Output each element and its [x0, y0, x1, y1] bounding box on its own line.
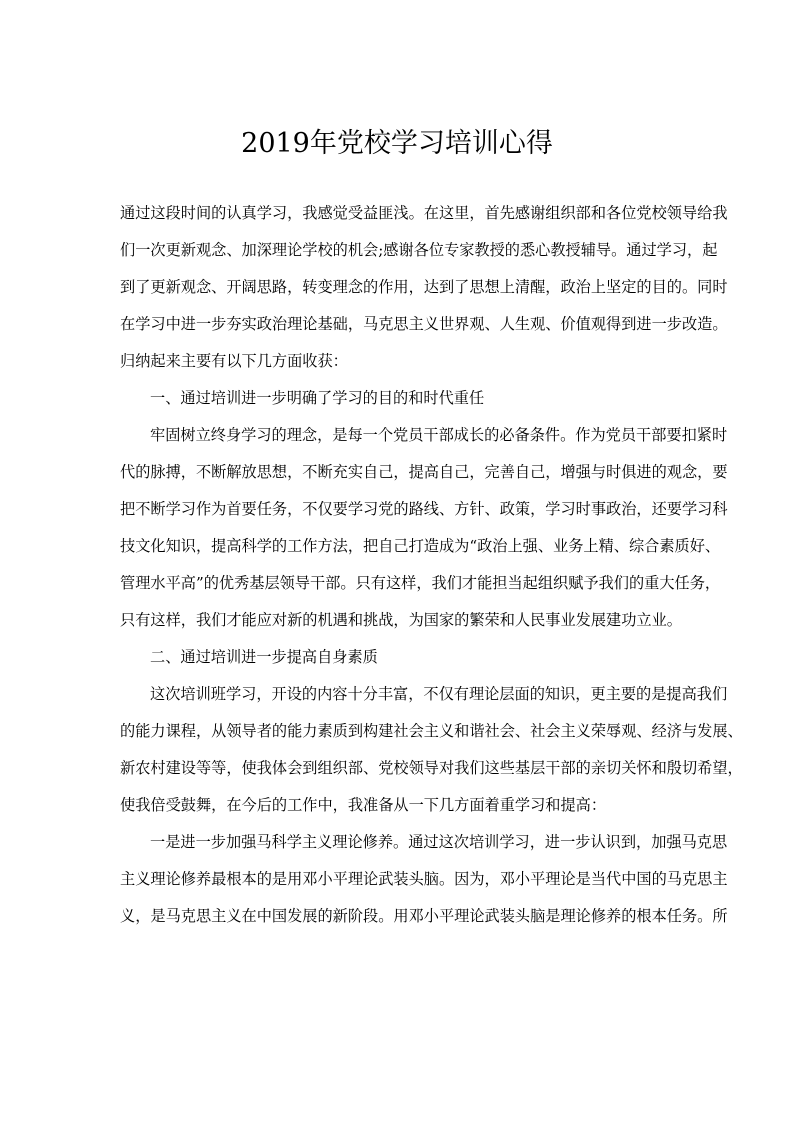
paragraph-line: 们一次更新观念、加深理论学校的机会;感谢各位专家教授的悉心教授辅导。通过学习，起	[120, 241, 718, 259]
paragraph-line: 技文化知识，提高科学的工作方法，把自己打造成为“政治上强、业务上精、综合素质好、	[120, 537, 721, 555]
paragraph-line: 代的脉搏，不断解放思想，不断充实自己，提高自己，完善自己，增强与时俱进的观念，要	[120, 463, 728, 481]
paragraph-line: 新农村建设等等，使我体会到组织部、党校领导对我们这些基层干部的亲切关怀和殷切希望，	[120, 759, 743, 777]
paragraph-line: 管理水平高”的优秀基层领导干部。只有这样，我们才能担当起组织赋予我们的重大任务，	[120, 574, 721, 592]
paragraph-line: 这次培训班学习，开设的内容十分丰富，不仅有理论层面的知识，更主要的是提高我们	[150, 685, 728, 703]
paragraph-line: 到了更新观念、开阔思路，转变理念的作用，达到了思想上清醒，政治上坚定的目的。同时	[120, 278, 728, 296]
paragraph-line: 义，是马克思主义在中国发展的新阶段。用邓小平理论武装头脑是理论修养的根本任务。所	[120, 907, 728, 925]
paragraph-line: 的能力课程，从领导者的能力素质到构建社会主义和谐社会、社会主义荣辱观、经济与发展、	[120, 722, 743, 740]
paragraph-line: 把不断学习作为首要任务，不仅要学习党的路线、方针、政策，学习时事政治，还要学习科	[120, 500, 728, 518]
paragraph-line: 通过这段时间的认真学习，我感觉受益匪浅。在这里，首先感谢组织部和各位党校领导给我	[120, 204, 728, 222]
section-heading: 一、通过培训进一步明确了学习的目的和时代重任	[150, 389, 485, 407]
page-title: 2019年党校学习培训心得	[241, 128, 553, 159]
paragraph-line: 一是进一步加强马科学主义理论修养。通过这次培训学习，进一步认识到，加强马克思	[150, 833, 728, 851]
paragraph-line: 归纳起来主要有以下几方面收获：	[120, 352, 348, 370]
paragraph-line: 只有这样，我们才能应对新的机遇和挑战，为国家的繁荣和人民事业发展建功立业。	[120, 611, 682, 629]
paragraph-line: 牢固树立终身学习的理念，是每一个党员干部成长的必备条件。作为党员干部要扣紧时	[150, 426, 728, 444]
paragraph-line: 在学习中进一步夯实政治理论基础，马克思主义世界观、人生观、价值观得到进一步改造。	[120, 315, 728, 333]
paragraph-line: 使我倍受鼓舞，在今后的工作中，我准备从一下几方面着重学习和提高：	[120, 796, 606, 814]
section-heading: 二、通过培训进一步提高自身素质	[150, 648, 378, 666]
paragraph-line: 主义理论修养最根本的是用邓小平理论武装头脑。因为，邓小平理论是当代中国的马克思主	[120, 870, 728, 888]
